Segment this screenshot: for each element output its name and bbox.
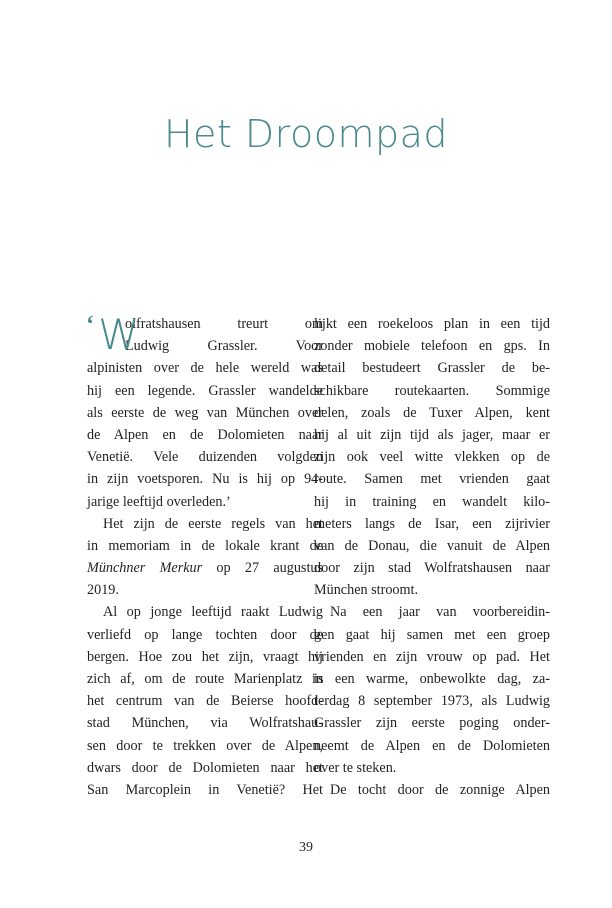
text-line: olfratshausen treurt om bbox=[125, 316, 323, 332]
text-line: van de Donau, die vanuit de Alpen bbox=[314, 537, 550, 554]
text-line: de Alpen en de Dolomieten naar bbox=[87, 426, 323, 443]
text-line: in memoriam in de lokale krant de bbox=[87, 537, 323, 554]
chapter-title: Het Droompad bbox=[163, 112, 449, 156]
text-line: gen gaat hij samen met een groep bbox=[314, 626, 550, 643]
text-line: schikbare routekaarten. Sommige bbox=[314, 382, 550, 399]
text-line: dwars door de Dolomieten naar het bbox=[87, 759, 323, 776]
text-line: route. Samen met vrienden gaat bbox=[314, 471, 550, 488]
text-line: door zijn stad Wolfratshausen naar bbox=[314, 560, 550, 577]
text-line: meters langs de Isar, een zijrivier bbox=[314, 515, 550, 532]
right-column bbox=[314, 313, 550, 801]
text-line: zonder mobiele telefoon en gps. In bbox=[314, 338, 550, 355]
text-line: neemt de Alpen en de Dolomieten bbox=[314, 737, 550, 754]
text-line: terdag 8 september 1973, als Ludwig bbox=[314, 693, 550, 710]
text-line: Het zijn de eerste regels van het bbox=[103, 515, 323, 532]
text-line: jarige leeftijd overleden.’ bbox=[87, 493, 231, 510]
text-line: Ludwig Grassler. Voor bbox=[125, 338, 323, 355]
text-line: is een warme, onbewolkte dag, za- bbox=[314, 671, 550, 687]
text-line: alpinisten over de hele wereld was bbox=[87, 360, 323, 377]
text-line bbox=[87, 557, 323, 579]
text-line: het centrum van de Beierse hoofd- bbox=[87, 693, 323, 710]
text-line: lijkt een roekeloos plan in een tijd bbox=[314, 316, 550, 332]
text-line: verliefd op lange tochten door de bbox=[87, 626, 323, 643]
text-line: stad München, via Wolfratshau- bbox=[87, 715, 323, 732]
text-line: hij een legende. Grassler wandelde bbox=[87, 382, 323, 399]
text-line: hij al uit zijn tijd als jager, maar er bbox=[314, 426, 550, 443]
text-line: zich af, om de route Marienplatz in bbox=[87, 671, 323, 687]
newspaper-name: Münchner Merkur bbox=[87, 560, 203, 577]
text-line: Al op jonge leeftijd raakt Ludwig bbox=[103, 604, 323, 621]
text-line: Venetië. Vele duizenden volgden bbox=[87, 449, 323, 466]
left-column bbox=[86, 310, 324, 801]
text-line: Na een jaar van voorbereidin- bbox=[330, 604, 550, 621]
text-line: sen door te trekken over de Alpen, bbox=[87, 737, 323, 754]
text-line: München stroomt. bbox=[314, 582, 419, 599]
text-line: als eerste de weg van München over bbox=[87, 404, 323, 421]
text-line: detail bestudeert Grassler de be- bbox=[314, 360, 550, 377]
text-line: De tocht door de zonnige Alpen bbox=[330, 781, 550, 798]
drop-cap-quote: ‘ bbox=[86, 312, 94, 338]
text-line: 2019. bbox=[87, 582, 119, 599]
text-line: delen, zoals de Tuxer Alpen, kent bbox=[314, 404, 550, 421]
text-line: zijn ook veel witte vlekken op de bbox=[314, 449, 550, 466]
text-line: Grassler zijn eerste poging onder- bbox=[314, 715, 550, 732]
text-line: in zijn voetsporen. Nu is hij op 94- bbox=[87, 471, 323, 488]
page-number: 39 bbox=[299, 840, 313, 855]
text-line: hij in training en wandelt kilo- bbox=[314, 493, 550, 510]
text-line-rest: op 27 augustus bbox=[202, 560, 324, 577]
right-column-lines bbox=[314, 313, 550, 801]
left-column-lines bbox=[87, 310, 324, 801]
text-line: over te steken. bbox=[314, 759, 397, 776]
text-line: bergen. Hoe zou het zijn, vraagt hij bbox=[87, 648, 323, 665]
text-line: vrienden en zijn vrouw op pad. Het bbox=[314, 648, 550, 665]
text-line: San Marcoplein in Venetië? Het bbox=[87, 781, 323, 798]
drop-cap-letter: W bbox=[98, 310, 140, 359]
